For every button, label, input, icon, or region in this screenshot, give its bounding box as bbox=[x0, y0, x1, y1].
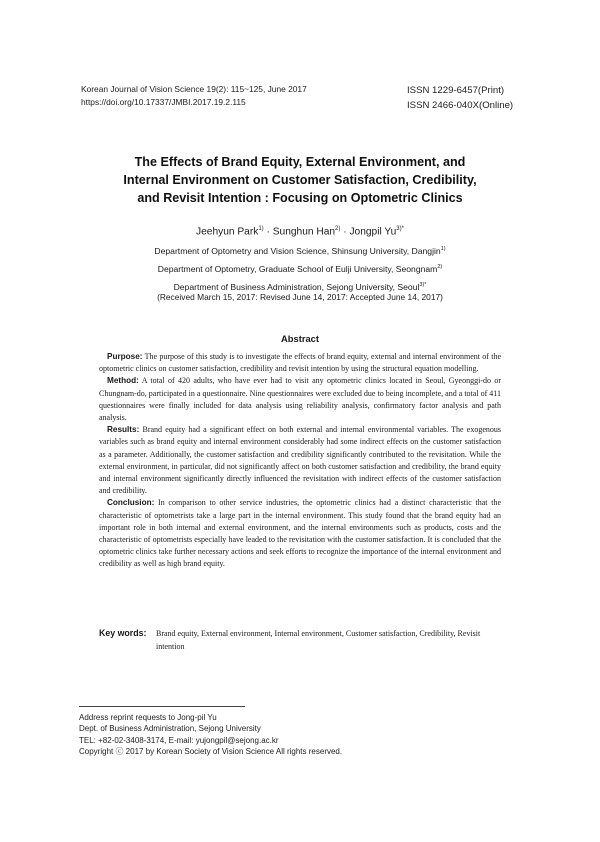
paper-title bbox=[80, 153, 520, 207]
issn-block bbox=[407, 83, 513, 113]
footnote-line: Dept. of Business Administration, Sejong University bbox=[79, 724, 261, 734]
affiliation-list bbox=[80, 241, 520, 295]
correspondence-footnote bbox=[79, 712, 342, 758]
affiliation: Department of Optometry and Vision Science, Shinsung University, Dangjin$^{1)}$ bbox=[154, 245, 446, 256]
footnote-line: Address reprint requests to Jong-pil Yu bbox=[79, 713, 217, 722]
doi-link[interactable]: https://doi.org/10.17337/JMBI.2017.19.2.115 bbox=[81, 97, 246, 107]
journal-citation: Korean Journal of Vision Science 19(2): 115~125, June 2017 bbox=[81, 84, 307, 94]
copyright-line: Copyright ⓒ 2017 by Korean Society of Vision Science All rights reserved. bbox=[79, 747, 343, 757]
author-mark: 1) bbox=[258, 226, 264, 232]
keywords-text: Brand equity, External environment, Internal environment, Customer satisfaction, Credibility, Revisit intention bbox=[156, 629, 481, 651]
received-dates: (Received March 15, 2017: Revised June 14, 2017: Accepted June 14, 2017) bbox=[157, 292, 443, 302]
abstract-purpose bbox=[99, 351, 501, 375]
title-line-3: and Revisit Intention : Focusing on Optometric Clinics bbox=[137, 191, 463, 205]
abstract-heading: Abstract bbox=[280, 333, 320, 344]
author-name: Sunghun Han bbox=[272, 226, 336, 238]
author-separator: · bbox=[263, 226, 273, 238]
section-text: In comparison to other service industries, the optometric clinics had a distinct characteristic that the characteristic of optometrists take a large part in the internal environment. This study found that the brand equity had an important role in both internal and external environment, and the internal environments such as products, costs and the characteristic of optometrists especially have leaded to the revisitation with the customer satisfaction. It is concluded that the optometric clinics take further necessary actions and seek efforts to recognize the importance of the internal environment and credibility as well as high brand equity. bbox=[99, 498, 501, 569]
author-name: Jeehyun Park bbox=[196, 226, 259, 238]
section-text: A total of 420 adults, who have ever had to visit any optometric clinics located in Seoul, Gyeonggi-do or Chungnam-do, participated in a questionnaire. Nine questionnaires were excluded due to being incomplete, and a total of 411 questionnaires were finally included for data analysis using reliability analysis, confirmatory factor analysis and path analysis. bbox=[99, 376, 501, 423]
author-separator: · bbox=[340, 226, 350, 238]
author-mark: 2) bbox=[335, 226, 341, 232]
issn-print: ISSN 1229-6457(Print) bbox=[407, 85, 505, 96]
footnote-contact[interactable]: TEL: +82-02-3408-3174, E-mail: yujongpil@sejong.ac.kr bbox=[79, 735, 279, 745]
title-line-1: The Effects of Brand Equity, External Environment, and bbox=[134, 155, 466, 169]
author-mark: 3)* bbox=[396, 226, 404, 232]
abstract-results bbox=[99, 424, 501, 497]
footnote-divider bbox=[79, 706, 245, 707]
affiliation: Department of Optometry, Graduate School of Eulji University, Seongnam$^{2)}$ bbox=[157, 263, 443, 274]
journal-header bbox=[81, 83, 307, 109]
author-name: Jongpil Yu bbox=[349, 226, 397, 238]
section-text: Brand equity had a significant effect on both external and internal environmental variables. The exogenous variables such as brand equity and internal environment considerably had some indirect effects on the customer satisfaction as a parameter. Additionally, the customer satisfaction and credibility significantly contributed to the revisitation. While the external environment, in particular, did not significantly affect on both customer satisfaction and credibility, the brand equity and internal environment significantly directly influenced the revisitation with indirect effects of the customer satisfaction and credibility. bbox=[99, 425, 501, 496]
affiliation: Department of Business Administration, Sejong University, Seoul$^{3)*}$ bbox=[173, 281, 427, 292]
section-text: The purpose of this study is to investigate the effects of brand equity, external and internal environment of the optometric clinics on customer satisfaction, credibility and revisit intention by using the structural equation modelling. bbox=[99, 352, 501, 374]
abstract-body bbox=[99, 351, 501, 571]
section-label: Results: bbox=[107, 425, 140, 435]
section-label: Method: bbox=[107, 376, 139, 386]
section-label: Purpose: bbox=[107, 352, 143, 361]
author-list bbox=[80, 222, 520, 239]
abstract-conclusion bbox=[99, 497, 501, 570]
issn-online: ISSN 2466-040X(Online) bbox=[407, 100, 514, 111]
section-label: Conclusion: bbox=[107, 498, 155, 508]
title-line-2: Internal Environment on Customer Satisfaction, Credibility, bbox=[123, 173, 477, 187]
keywords-label: Key words: bbox=[99, 628, 147, 638]
abstract-method bbox=[99, 375, 501, 424]
